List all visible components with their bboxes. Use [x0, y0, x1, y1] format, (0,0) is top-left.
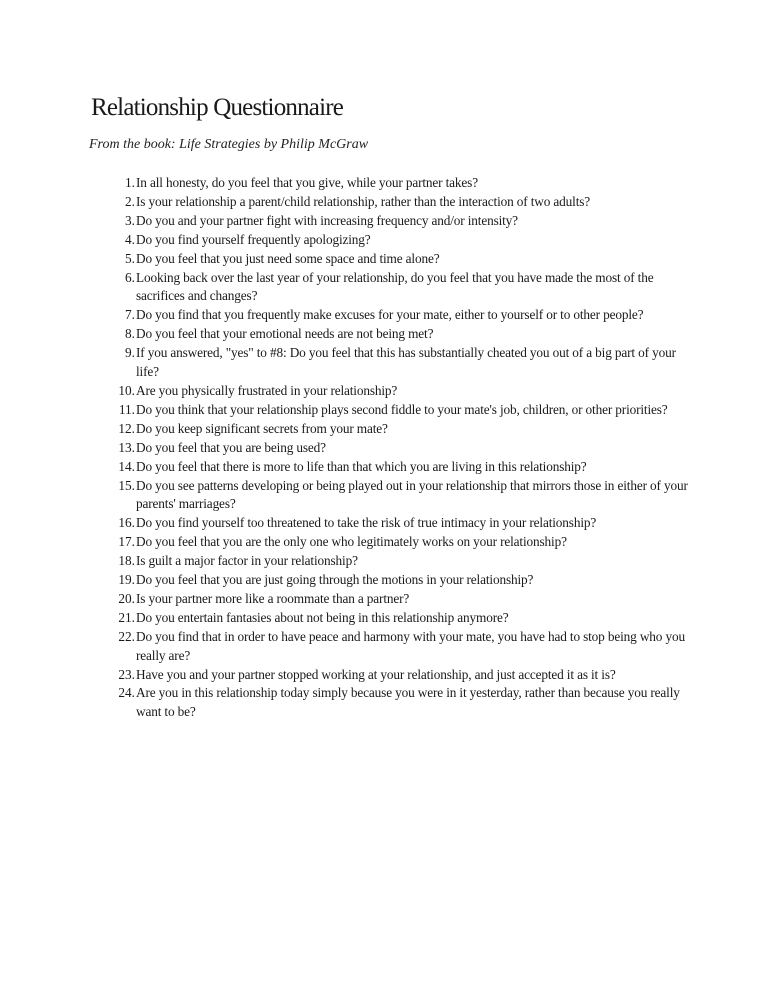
question-number [90, 231, 135, 250]
question-number-label: 5. [125, 250, 135, 266]
list-item [90, 571, 690, 590]
question-number [90, 609, 135, 628]
question-text: Is guilt a major factor in your relationship? [136, 553, 358, 569]
page-subtitle: From the book: Life Strategies by Philip McGraw [89, 137, 369, 152]
list-item [90, 477, 690, 515]
question-number-label: 10. [118, 382, 135, 398]
question-list [90, 174, 690, 722]
question-number-label: 4. [125, 231, 135, 247]
list-item [90, 401, 690, 420]
question-number [90, 193, 135, 212]
question-text: If you answered, "yes" to #8: Do you feel that this has substantially cheated you out of a big part of your life? [136, 345, 676, 380]
list-item [90, 382, 690, 401]
question-text: Are you in this relationship today simply because you were in it yesterday, rather than because you really want to be? [136, 685, 680, 720]
list-item [90, 609, 690, 628]
list-item [90, 325, 690, 344]
question-number-label: 20. [118, 590, 135, 606]
list-item [90, 439, 690, 458]
question-number-label: 24. [118, 685, 135, 701]
list-item [90, 552, 690, 571]
question-text: Is your partner more like a roommate than a partner? [136, 590, 410, 606]
list-item [90, 174, 690, 193]
list-item [90, 590, 690, 609]
question-text: Looking back over the last year of your relationship, do you feel that you have made the most of the sacrifices and changes? [136, 269, 654, 304]
list-item [90, 344, 690, 382]
question-text: Are you physically frustrated in your relationship? [136, 382, 398, 398]
question-text: Do you feel that your emotional needs are not being met? [136, 326, 434, 342]
question-number-label: 7. [125, 307, 135, 323]
question-number-label: 2. [125, 193, 135, 209]
list-item [90, 458, 690, 477]
question-text: Do you find yourself too threatened to take the risk of true intimacy in your relationship? [136, 515, 597, 531]
question-number-label: 18. [118, 553, 135, 569]
question-number [90, 306, 135, 325]
list-item [90, 306, 690, 325]
list-item [90, 269, 690, 307]
list-item [90, 514, 690, 533]
question-text: Do you keep significant secrets from your mate? [136, 420, 388, 436]
question-text: Do you feel that you are being used? [136, 439, 326, 455]
question-text: Do you feel that you are just going through the motions in your relationship? [136, 572, 534, 588]
question-number [90, 458, 135, 477]
question-number-label: 19. [118, 572, 135, 588]
question-number-label: 15. [118, 477, 135, 493]
list-item [90, 193, 690, 212]
question-number-label: 23. [118, 666, 135, 682]
question-text: Do you feel that there is more to life than that which you are living in this relationship? [136, 458, 587, 474]
page-title: Relationship Questionnaire [91, 94, 344, 121]
question-number [90, 325, 135, 344]
list-item [90, 420, 690, 439]
question-number-label: 11. [118, 401, 135, 417]
question-number-label: 12. [118, 420, 135, 436]
question-text: Do you feel that you just need some space and time alone? [136, 250, 440, 266]
question-number-label: 9. [125, 345, 135, 361]
list-item [90, 250, 690, 269]
question-text: Do you find that you frequently make excuses for your mate, either to yourself or to other people? [136, 307, 644, 323]
list-item [90, 666, 690, 685]
question-number-label: 13. [118, 439, 135, 455]
list-item [90, 628, 690, 666]
question-number-label: 3. [125, 212, 135, 228]
question-number [90, 420, 135, 439]
question-text: Do you entertain fantasies about not being in this relationship anymore? [136, 609, 509, 625]
question-number [90, 344, 135, 363]
list-item [90, 684, 690, 722]
question-number [90, 571, 135, 590]
question-number-label: 1. [125, 175, 135, 190]
question-text: In all honesty, do you feel that you give, while your partner takes? [136, 175, 478, 190]
question-number-label: 17. [118, 534, 135, 550]
question-number [90, 439, 135, 458]
list-item [90, 533, 690, 552]
question-text: Do you find that in order to have peace and harmony with your mate, you have had to stop being who you really are? [136, 628, 685, 663]
question-number [90, 628, 135, 647]
list-item [90, 212, 690, 231]
question-text: Do you see patterns developing or being played out in your relationship that mirrors those in either of your parents' marriages? [136, 477, 688, 512]
question-number [90, 401, 135, 420]
question-number [90, 552, 135, 571]
question-number-label: 22. [118, 628, 135, 644]
question-number [90, 477, 135, 496]
question-number-label: 21. [118, 609, 135, 625]
question-number [90, 666, 135, 685]
question-text: Have you and your partner stopped working at your relationship, and just accepted it as it is? [136, 666, 616, 682]
question-number-label: 6. [125, 269, 135, 285]
question-number [90, 533, 135, 552]
question-number [90, 514, 135, 533]
question-number-label: 16. [118, 515, 135, 531]
question-text: Do you think that your relationship plays second fiddle to your mate's job, children, or other priorities? [136, 401, 668, 417]
question-number [90, 250, 135, 269]
question-text: Do you feel that you are the only one who legitimately works on your relationship? [136, 534, 567, 550]
question-number [90, 684, 135, 703]
question-text: Do you find yourself frequently apologizing? [136, 231, 371, 247]
question-number-label: 8. [125, 326, 135, 342]
question-number [90, 269, 135, 288]
question-number-label: 14. [118, 458, 135, 474]
question-number [90, 174, 135, 193]
question-number [90, 212, 135, 231]
question-text: Do you and your partner fight with increasing frequency and/or intensity? [136, 212, 518, 228]
question-number [90, 382, 135, 401]
question-text: Is your relationship a parent/child relationship, rather than the interaction of two adults? [136, 193, 591, 209]
question-number [90, 590, 135, 609]
list-item [90, 231, 690, 250]
